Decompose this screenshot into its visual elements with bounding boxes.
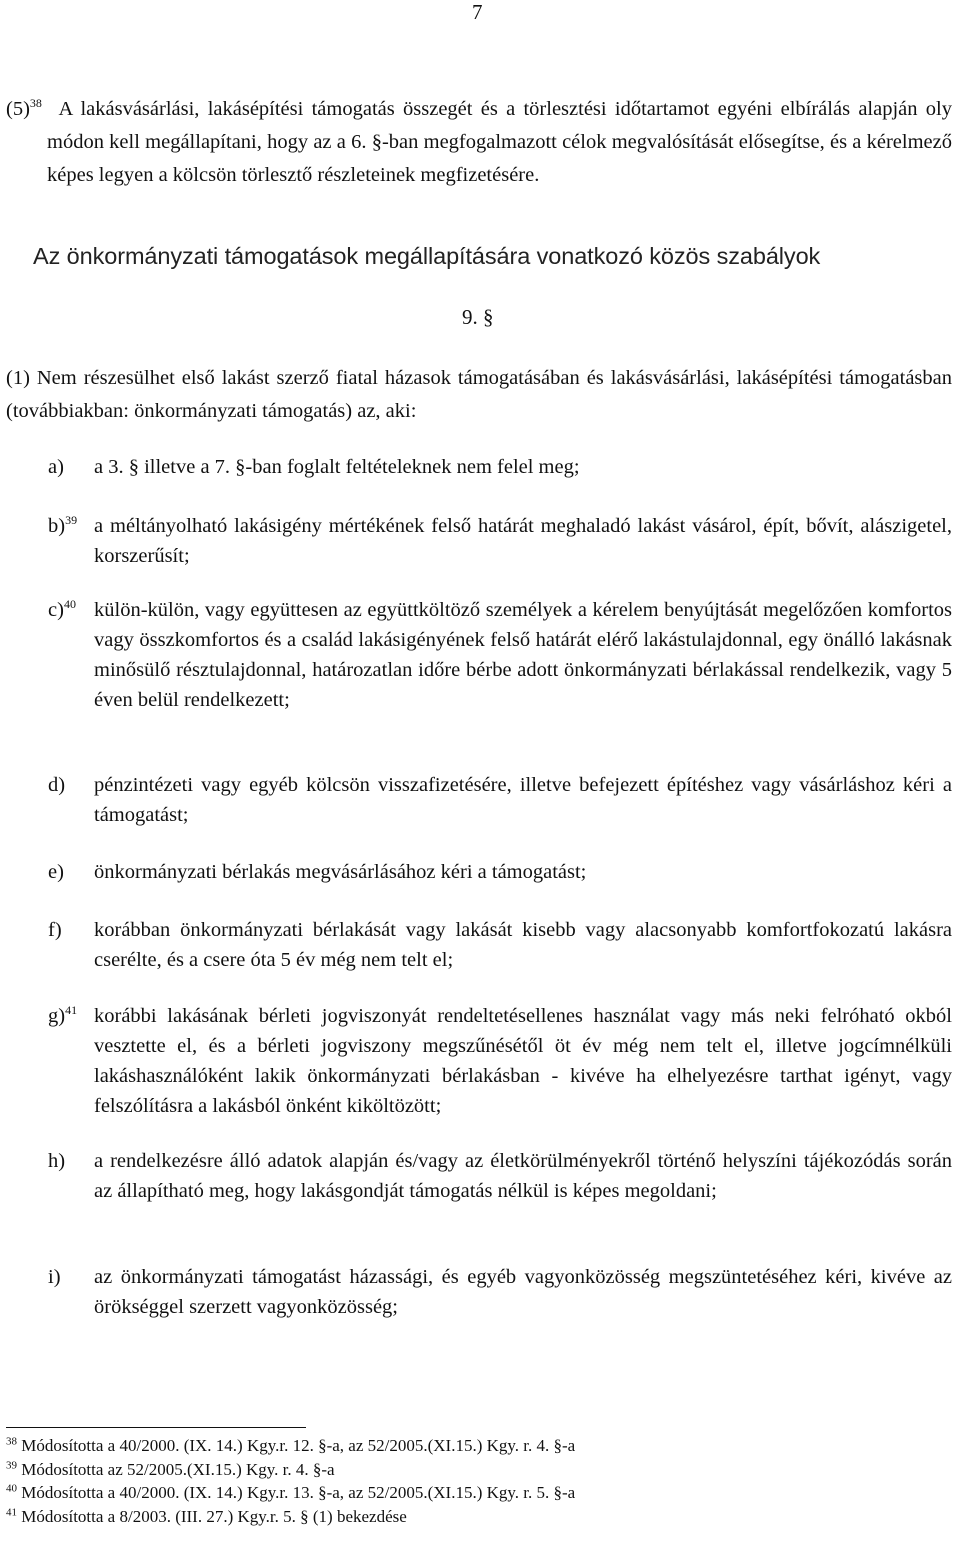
item-label: e) bbox=[48, 861, 64, 883]
item-text: pénzintézeti vagy egyéb kölcsön visszafizetésére, illetve befejezett építéshez vagy vásárláshoz kéri a támogatást; bbox=[94, 774, 952, 826]
list-item bbox=[48, 511, 952, 571]
footnote-ref[interactable]: 38 bbox=[29, 96, 42, 111]
footnote bbox=[6, 1434, 575, 1458]
paragraph-text: (1) Nem részesülhet első lakást szerző fiatal házasok támogatásában és lakásvásárlási, lakásépítési támogatásban (továbbiakban: önkormányzati támogatás) az, aki: bbox=[6, 367, 952, 422]
list-item bbox=[48, 770, 952, 830]
item-label: b) bbox=[48, 515, 66, 537]
paragraph-text: A lakásvásárlási, lakásépítési támogatás összegét és a törlesztési időtartamot egyéni elbírálás alapján oly módon kell megállapítani, hogy az a 6. §-ban megfogalmazott célok megvalósítását elősegítse, és a kérelmező képes legyen a kölcsön törlesztő részleteinek megfizetésére. bbox=[47, 98, 952, 186]
footnote-ref[interactable]: 39 bbox=[65, 513, 78, 528]
item-text: külön-külön, vagy együttesen az együttköltöző személyek a kérelem benyújtását megelőzően komfortos vagy összkomfortos és a család lakásigényének felső határát elérő lakástulajdonnal, egy önálló lakásnak minősülő résztulajdonnal, határozatlan időre bérbe adott önkormányzati bérlakással rendelkezik, vagy 5 éven belül rendelkezett; bbox=[94, 599, 952, 711]
footnote-number: 41 bbox=[6, 1505, 17, 1518]
item-text: a méltányolható lakásigény mértékének felső határát meghaladó lakást vásárol, épít, bővít, alászigetel, korszerűsít; bbox=[94, 515, 952, 567]
footnotes bbox=[6, 1434, 575, 1528]
list-item bbox=[48, 857, 952, 887]
item-label: i) bbox=[48, 1266, 61, 1288]
item-text: korábbi lakásának bérleti jogviszonyát rendeltetésellenes használat vagy más neki felróható okból vesztette el, és a bérleti jogviszony megszűnésétől öt év még nem telt el, illetve jogcímnélküli lakáshasználóként lakik önkormányzati bérlakásban - kivéve ha elhelyezésre tarthat igényt, vagy felszólításra a lakásból önként kiköltözött; bbox=[94, 1005, 952, 1117]
footnote bbox=[6, 1481, 575, 1505]
footnote-number: 40 bbox=[6, 1482, 17, 1495]
footnote-separator bbox=[6, 1427, 306, 1428]
page-number: 7 bbox=[472, 0, 483, 24]
item-label: c) bbox=[48, 599, 64, 621]
list-item bbox=[48, 915, 952, 975]
list-item bbox=[48, 1001, 952, 1121]
list-item bbox=[48, 1146, 952, 1206]
section-heading: Az önkormányzati támogatások megállapítására vonatkozó közös szabályok bbox=[33, 243, 821, 269]
footnote-number: 38 bbox=[6, 1435, 17, 1448]
list-item bbox=[48, 595, 952, 715]
footnote-number: 39 bbox=[6, 1458, 17, 1471]
item-label: h) bbox=[48, 1150, 66, 1172]
footnote-ref[interactable]: 40 bbox=[63, 597, 76, 612]
list-item bbox=[48, 452, 952, 482]
list-item bbox=[48, 1262, 952, 1322]
item-label: f) bbox=[48, 919, 62, 941]
item-text: önkormányzati bérlakás megvásárlásához kéri a támogatást; bbox=[94, 861, 587, 883]
footnote-text: Módosította a 40/2000. (IX. 14.) Kgy.r. 13. §-a, az 52/2005.(XI.15.) Kgy. r. 5. §-a bbox=[21, 1483, 576, 1502]
paragraph-5 bbox=[6, 93, 952, 192]
item-label: d) bbox=[48, 774, 66, 796]
item-label: g) bbox=[48, 1005, 66, 1027]
paragraph-number: (5) bbox=[6, 98, 30, 120]
item-text: az önkormányzati támogatást házassági, és egyéb vagyonközösség megszüntetéséhez kéri, kivéve az örökséggel szerzett vagyonközösség; bbox=[94, 1266, 952, 1318]
item-text: korábban önkormányzati bérlakását vagy lakását kisebb vagy alacsonyabb komfortfokozatú lakásra cserélte, és a csere óta 5 év még nem telt el; bbox=[94, 919, 952, 971]
footnote-text: Módosította a 40/2000. (IX. 14.) Kgy.r. 12. §-a, az 52/2005.(XI.15.) Kgy. r. 4. §-a bbox=[21, 1436, 576, 1455]
footnote bbox=[6, 1505, 575, 1529]
footnote-ref[interactable]: 41 bbox=[65, 1003, 78, 1018]
item-text: a rendelkezésre álló adatok alapján és/vagy az életkörülményekről történő helyszíni tájékozódás során az állapítható meg, hogy lakásgondját támogatás nélkül is képes megoldani; bbox=[94, 1150, 952, 1202]
section-number: 9. § bbox=[462, 305, 494, 329]
footnote-text: Módosította a 8/2003. (III. 27.) Kgy.r. 5. § (1) bekezdése bbox=[21, 1506, 407, 1526]
item-text: a 3. § illetve a 7. §-ban foglalt feltételeknek nem felel meg; bbox=[94, 456, 580, 478]
item-label: a) bbox=[48, 456, 64, 478]
paragraph-1 bbox=[6, 362, 952, 428]
footnote bbox=[6, 1458, 575, 1482]
footnote-text: Módosította az 52/2005.(XI.15.) Kgy. r. 4. §-a bbox=[21, 1459, 335, 1479]
